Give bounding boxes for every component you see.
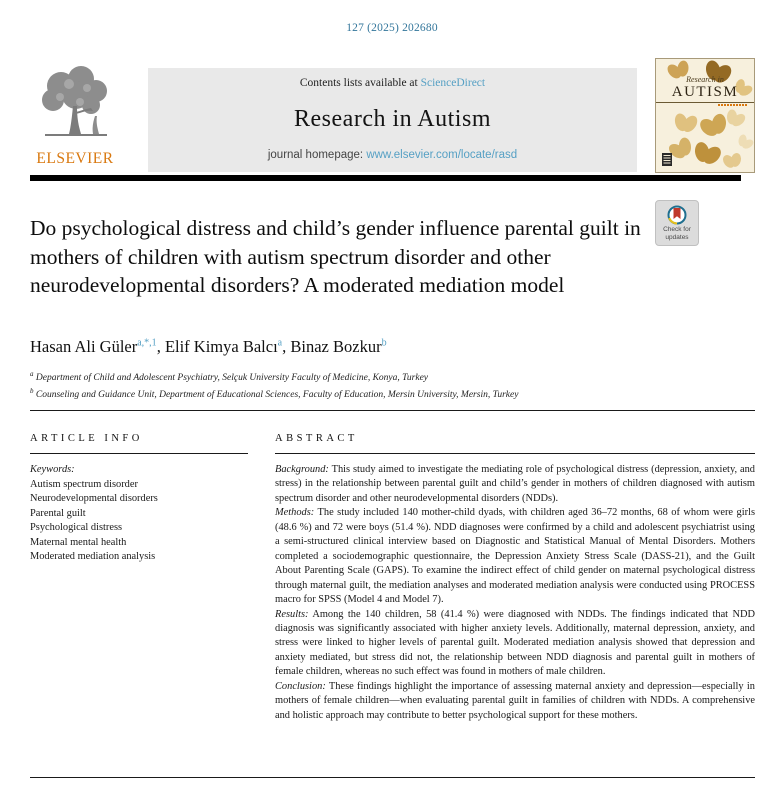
elsevier-logo — [30, 64, 120, 172]
author-name: Binaz Bozkur — [290, 337, 382, 356]
abstract-section-label: Methods: — [275, 507, 315, 519]
top-rule — [30, 410, 755, 411]
contents-line — [300, 77, 485, 89]
homepage-prefix: journal homepage: — [267, 149, 367, 161]
cover-title-main: AUTISM — [656, 84, 754, 103]
article-info-rule — [30, 453, 248, 454]
abstract-section-label: Results: — [275, 608, 309, 620]
affiliation-superscript: b — [30, 387, 34, 396]
masthead-banner — [148, 68, 637, 172]
keyword-item: Autism spectrum disorder — [30, 478, 138, 490]
contents-prefix: Contents lists available at — [299, 77, 421, 89]
abstract-section-text: The study included 140 mother-child dyads, with children aged 36–72 months, 68 of whom were girls (48.6 %) and 72 were boys (51.4 %). NDD diagnoses were confirmed by a child and adolescent psychiatrist using a semi-structured clinical interview based on Diagnostic and Statistical Manual of Mental Disorders. Mothers completed a sociodemographic questionnaire, the Depression Anxiety Stress Scale (DASS-21), and the Guilt About Parenting Scale (GAPS). To examine the indirect effect of child gender on maternal psychological distress through maternal guilt, the mediation analyses and moderated mediation analysis were conducted using PROCESS macro for SPSS (Model 4 and Model 7). — [275, 507, 755, 606]
keyword-item: Parental guilt — [30, 507, 86, 519]
citation-line: 127 (2025) 202680 — [346, 22, 438, 34]
check-updates-ribbon-icon — [666, 204, 688, 226]
affiliation-text: Counseling and Guidance Unit, Department of Educational Sciences, Faculty of Education, Mersin University, Mersin, Turkey — [33, 390, 519, 401]
elsevier-tree-icon — [33, 64, 117, 148]
journal-cover — [655, 58, 755, 173]
keyword-item: Maternal mental health — [30, 536, 127, 548]
affiliation-line — [30, 385, 518, 402]
divider-black-bar — [30, 175, 741, 181]
cover-title-script: Research in — [686, 75, 724, 84]
cover-barcode-icon — [662, 153, 672, 166]
abstract-paragraph — [275, 608, 755, 680]
affiliation-superscript: a — [30, 370, 34, 378]
article-info-heading: ARTICLE INFO — [30, 433, 143, 444]
keyword-item: Neurodevelopmental disorders — [30, 493, 158, 504]
author-name: Elif Kimya Balcı — [164, 337, 278, 356]
author-name: Hasan Ali Güler — [30, 337, 138, 356]
abstract-section-text: This study aimed to investigate the mediating role of psychological distress (depression, anxiety, and stress) in the relationship between parental guilt and child’s gender in mothers of children diagnosed with autism spectrum disorder and other neurodevelopmental disorders (NDDs). — [275, 464, 755, 504]
author-separator: , — [282, 337, 291, 356]
homepage-link[interactable]: www.elsevier.com/locate/rasd — [366, 149, 518, 161]
journal-title: Research in Autism — [294, 105, 491, 132]
abstract-paragraph — [275, 463, 755, 506]
check-updates-label: Check for updates — [663, 226, 691, 241]
author — [30, 337, 165, 356]
sciencedirect-link[interactable]: ScienceDirect — [420, 77, 486, 89]
cover-issn-strip — [718, 104, 748, 106]
author-line — [30, 337, 387, 357]
check-updates-badge[interactable] — [655, 200, 699, 246]
homepage-line — [268, 149, 517, 161]
keyword-item: Moderated mediation analysis — [30, 551, 156, 562]
abstract-section-label: Conclusion: — [275, 680, 326, 692]
abstract-rule — [275, 453, 755, 454]
affiliation-line — [30, 368, 518, 385]
author-superscript[interactable]: b — [381, 337, 387, 349]
bottom-rule — [30, 777, 755, 778]
abstract-heading: ABSTRACT — [275, 433, 358, 444]
abstract-section-text: Among the 140 children, 58 (41.4 %) were diagnosed with NDDs. The findings indicated that NDD diagnosis was significantly associated with higher anxiety levels. Additionally, maternal depression, anxiety, and stress were linked to higher levels of parental guilt. Moderated mediation analysis showed that depression and anxiety mediated, but stress did not, the relationship between NDD diagnosis and parental guilt in mothers of female children, whereas no such effect was found in mothers of male children. — [275, 608, 755, 678]
author-superscript[interactable]: a — [277, 337, 283, 349]
affiliations — [30, 368, 518, 402]
keywords-label: Keywords: — [30, 464, 75, 475]
abstract-section-label: Background: — [275, 464, 329, 475]
abstract-column — [275, 433, 755, 723]
author-superscript[interactable]: a,*,1 — [137, 337, 157, 349]
elsevier-wordmark: ELSEVIER — [36, 150, 114, 167]
abstract-paragraph — [275, 680, 755, 723]
author-separator: , — [156, 337, 165, 356]
author — [165, 337, 290, 356]
abstract-section-text: These findings highlight the importance of assessing maternal anxiety and depression—especially in mothers of female children—when evaluating parental guilt in families of children with NDDs. A comprehensive and holistic approach may contribute to better psychological support for these mothers. — [275, 680, 755, 721]
article-title: Do psychological distress and child’s gender influence parental guilt in mothers of children with autism spectrum disorder and other neurodevelopmental disorders? A moderated mediation model — [30, 216, 641, 297]
article-info-column — [30, 433, 248, 565]
abstract-paragraph — [275, 506, 755, 607]
affiliation-text: Department of Child and Adolescent Psychiatry, Selçuk University Faculty of Medicine, Konya, Turkey — [33, 373, 429, 384]
keyword-item: Psychological distress — [30, 522, 123, 533]
author — [290, 337, 386, 356]
